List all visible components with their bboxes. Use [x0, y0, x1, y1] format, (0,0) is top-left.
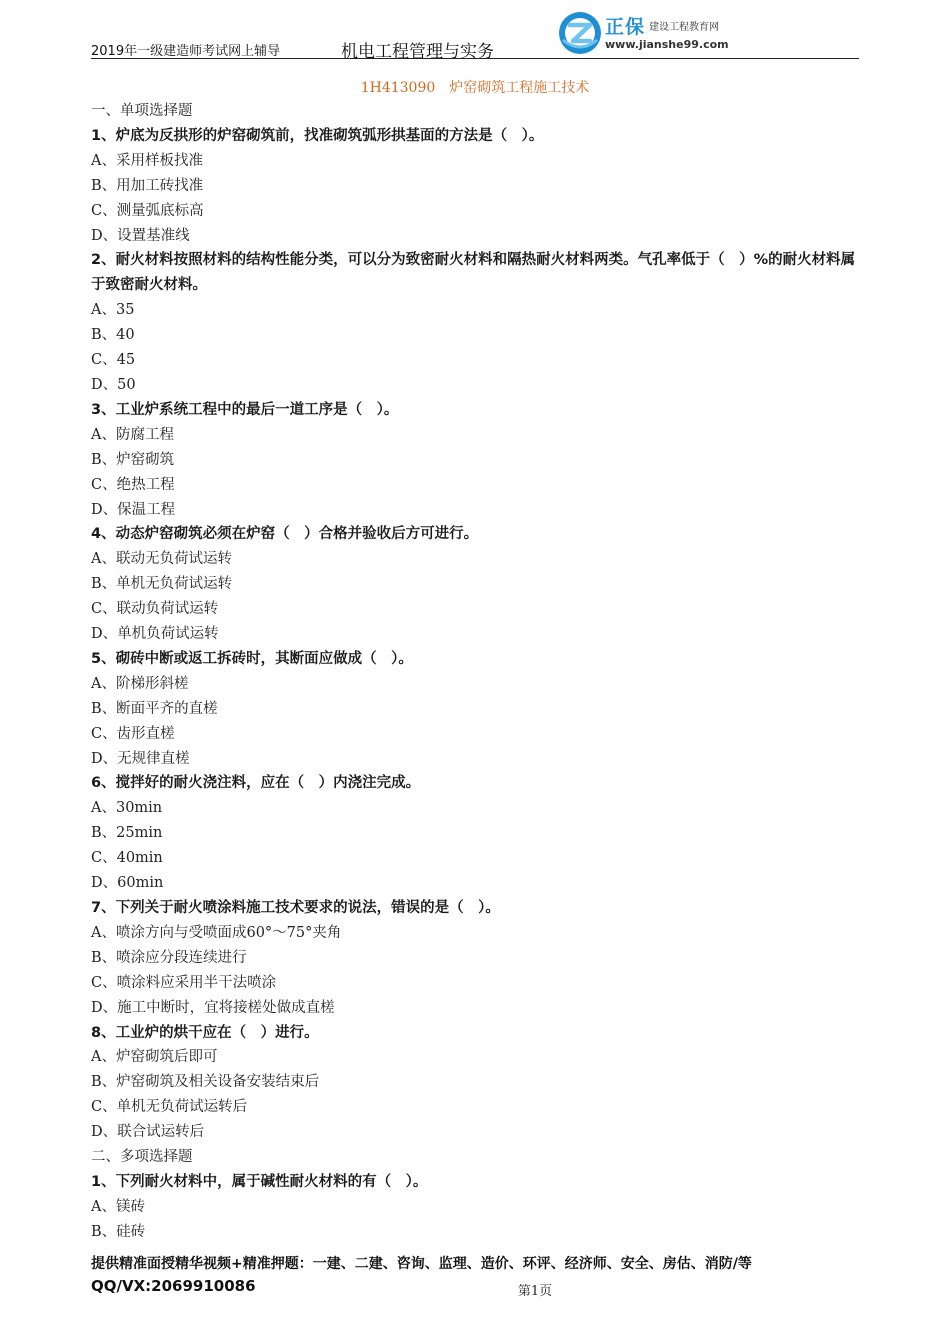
logo-url-text: www.jianshe99.com	[605, 38, 729, 51]
logo-tagline-text: 建设工程教育网	[649, 22, 719, 33]
footer-contact-text: QQ/VX:2069910086	[91, 1277, 256, 1295]
answer-option: C、喷涂料应采用半干法喷涂	[91, 974, 277, 991]
answer-option: B、断面平齐的直槎	[91, 700, 218, 717]
question-text: 5、砌砖中断或返工拆砖时，其断面应做成（ ）。	[91, 650, 413, 667]
question-text: 2、耐火材料按照材料的结构性能分类，可以分为致密耐火材料和隔热耐火材料两类。气孔率低于（ ）%的耐火材料属于致密耐火材料。	[91, 252, 856, 294]
answer-option: B、硅砖	[91, 1223, 146, 1240]
answer-option: A、炉窑砌筑后即可	[91, 1049, 218, 1066]
answer-option: D、联合试运转后	[91, 1124, 205, 1141]
zhengbao-logo-icon	[557, 10, 603, 56]
header-course-text: 2019年一级建造师考试网上辅导	[91, 44, 281, 59]
answer-option: B、用加工砖找准	[91, 177, 204, 194]
question-list	[91, 99, 866, 1245]
answer-option: B、单机无负荷试运转	[91, 576, 233, 593]
question-text: 3、工业炉系统工程中的最后一道工序是（ ）。	[91, 401, 399, 418]
answer-option: D、50	[91, 376, 136, 393]
question-text: 4、动态炉窑砌筑必须在炉窑（ ）合格并验收后方可进行。	[91, 526, 479, 543]
answer-option: D、60min	[91, 875, 164, 892]
question-text: 1、下列耐火材料中，属于碱性耐火材料的有（ ）。	[91, 1173, 428, 1190]
answer-option: B、25min	[91, 825, 163, 842]
answer-option: B、喷涂应分段连续进行	[91, 949, 247, 966]
answer-option: A、阶梯形斜槎	[91, 675, 189, 692]
page-number: 第1页	[517, 1284, 553, 1299]
answer-option: A、防腐工程	[91, 426, 174, 443]
document-title: 1H413090 炉窑砌筑工程施工技术	[360, 80, 590, 96]
page-header	[91, 0, 859, 62]
answer-option: D、设置基准线	[91, 227, 190, 244]
answer-option: A、镁砖	[91, 1198, 145, 1215]
header-subject-text: 机电工程管理与实务	[341, 42, 494, 62]
answer-option: D、单机负荷试运转	[91, 626, 219, 643]
answer-option: A、30min	[91, 800, 163, 817]
answer-option: B、40	[91, 327, 135, 344]
answer-option: C、45	[91, 352, 136, 369]
answer-option: D、无规律直槎	[91, 750, 190, 767]
logo-brand-text: 正保	[605, 16, 646, 38]
answer-option: D、保温工程	[91, 501, 176, 518]
question-text: 6、搅拌好的耐火浇注料，应在（ ）内浇注完成。	[91, 775, 421, 792]
section-heading: 二、多项选择题	[91, 1149, 193, 1166]
answer-option: C、测量弧底标高	[91, 202, 204, 219]
question-text: 1、炉底为反拱形的炉窑砌筑前，找准砌筑弧形拱基面的方法是（ ）。	[91, 127, 544, 144]
section-heading: 一、单项选择题	[91, 103, 193, 119]
answer-option: C、单机无负荷试运转后	[91, 1099, 248, 1116]
question-text: 7、下列关于耐火喷涂料施工技术要求的说法，错误的是（ ）。	[91, 900, 500, 916]
answer-option: A、喷涂方向与受喷面成60°～75°夹角	[91, 924, 342, 941]
question-text: 8、工业炉的烘干应在（ ）进行。	[91, 1024, 319, 1041]
footer-promo-text: 提供精准面授精华视频+精准押题：一建、二建、咨询、监理、造价、环评、经济师、安全、房估、消防/等	[91, 1256, 752, 1272]
answer-option: B、炉窑砌筑及相关设备安装结束后	[91, 1074, 320, 1091]
answer-option: A、35	[91, 302, 135, 319]
answer-option: C、联动负荷试运转	[91, 601, 219, 618]
answer-option: A、联动无负荷试运转	[91, 551, 232, 568]
site-logo	[557, 8, 757, 56]
header-divider	[91, 58, 859, 59]
answer-option: C、绝热工程	[91, 476, 175, 493]
answer-option: D、施工中断时，宜将接槎处做成直槎	[91, 999, 335, 1016]
answer-option: C、40min	[91, 850, 163, 867]
answer-option: A、采用样板找准	[91, 152, 203, 169]
answer-option: B、炉窑砌筑	[91, 451, 175, 468]
answer-option: C、齿形直槎	[91, 725, 175, 742]
